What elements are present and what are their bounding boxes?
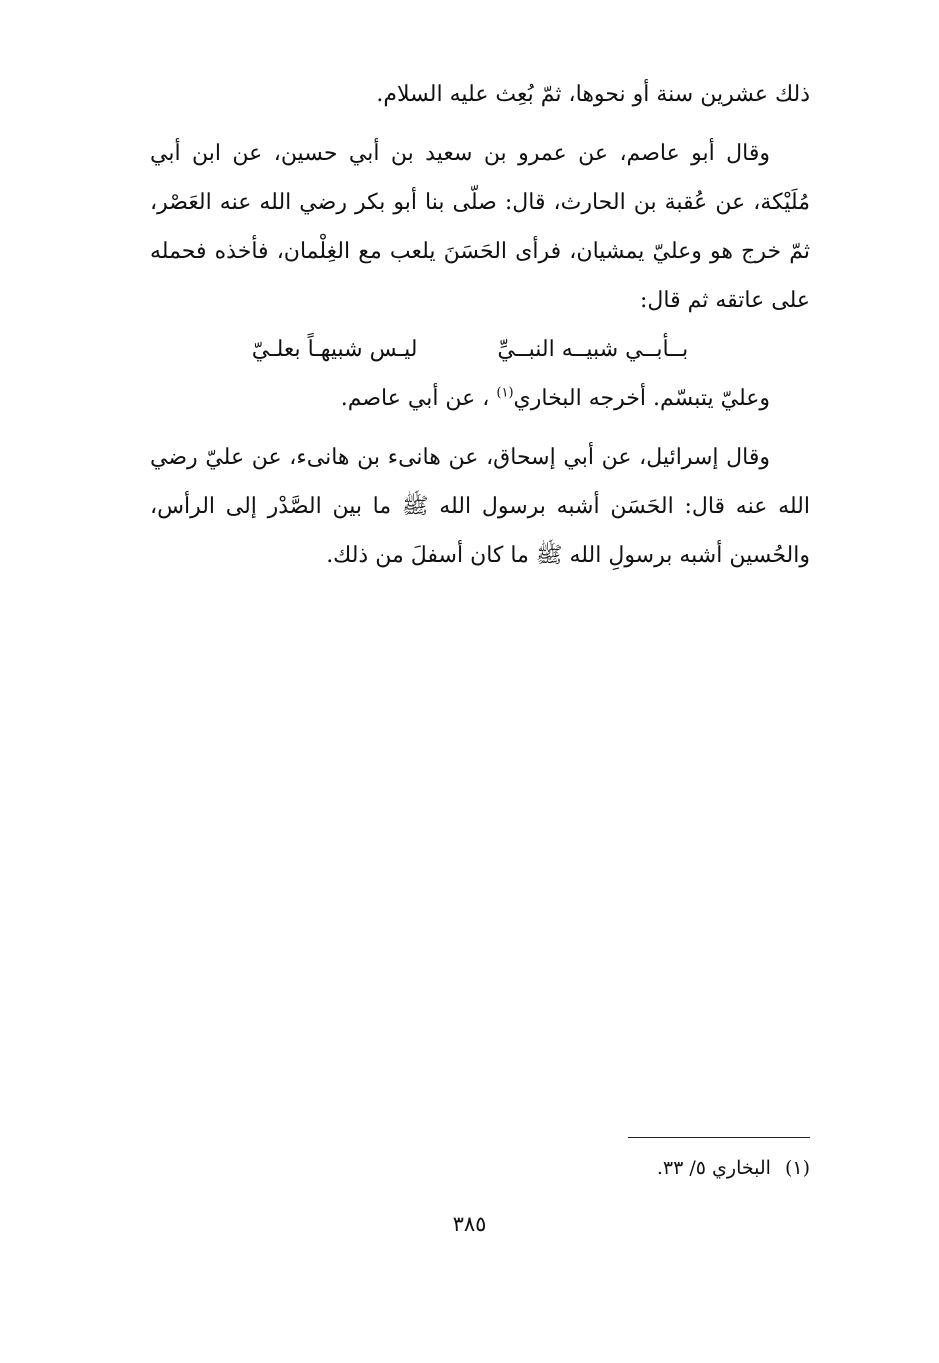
paragraph-3-text: وعليّ يتبسّم. أخرجه البخاري [513, 386, 770, 411]
paragraph-4: وقال إسرائيل، عن أبي إسحاق، عن هانىء بن هانىء، عن عليّ رضي الله عنه قال: الحَسَن أشبه برسول الله ﷺ ما بين الصَّدْر إلى الرأس، والحُسين أشبه برسولِ الله ﷺ ما كان أسفلَ من ذلك. [150, 445, 810, 568]
page-number: ٣٨٥ [452, 1212, 487, 1236]
footnote-number: (١) [784, 1157, 810, 1179]
poetry-verse [150, 325, 810, 374]
verse-second-hemistich: ليـس شبيهـاً بعلـيّ [251, 337, 418, 362]
footnote [410, 1152, 810, 1184]
footnote-reference[interactable]: (١) [496, 385, 514, 401]
footnote-text: البخاري ٥/ ٣٣. [656, 1157, 771, 1179]
verse-first-hemistich: بــأبــي شبيــه النبــيِّ [497, 337, 689, 362]
paragraph-2: وقال أبو عاصم، عن عمرو بن سعيد بن أبي حسين، عن ابن أبي مُلَيْكة، عن عُقبة بن الحارث، قال: صلّى بنا أبو بكر رضي الله عنه العَصْر، ثمّ خرج هو وعليّ يمشيان، فرأى الحَسَنَ يلعب مع الغِلْمان، فأخذه فحمله على عاتقه ثم قال: [150, 141, 810, 313]
footnote-divider [628, 1137, 810, 1138]
paragraph-3-text-end: ، عن أبي عاصم. [340, 386, 490, 411]
main-text [150, 70, 810, 580]
paragraph-3 [150, 374, 810, 423]
paragraph-1: ذلك عشرين سنة أو نحوها، ثمّ بُعِث عليه السلام. [376, 82, 810, 107]
